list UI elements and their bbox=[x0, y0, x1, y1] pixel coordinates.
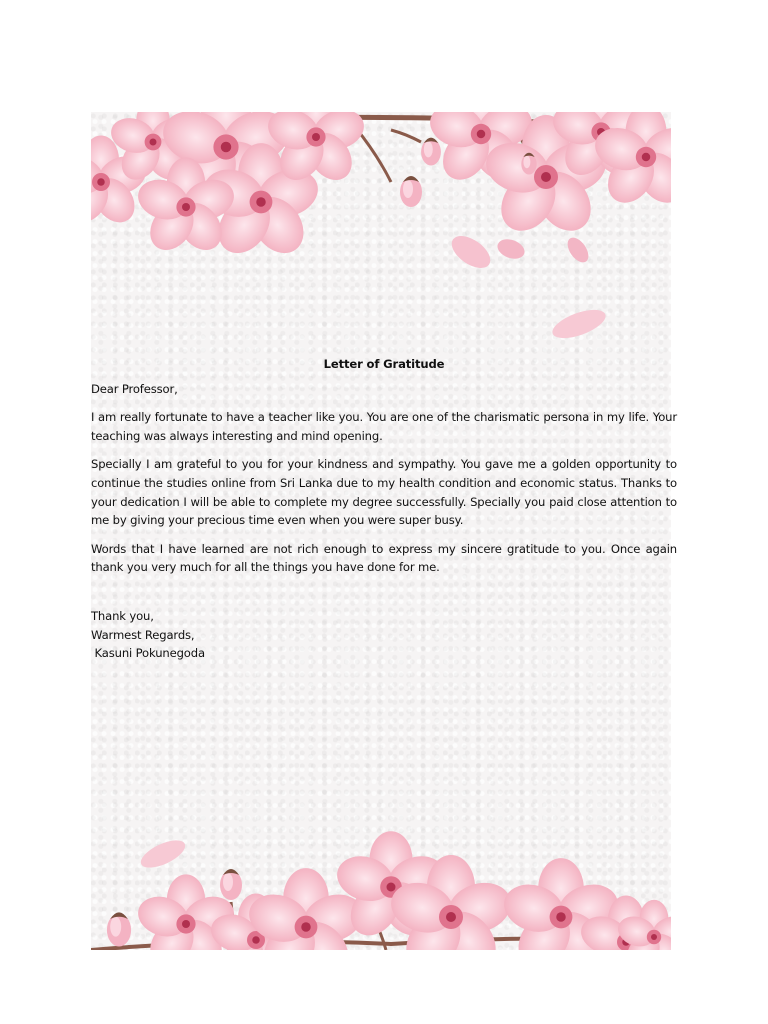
paragraph-3: Words that I have learned are not rich enough to express my sincere gratitude to you. Once again thank you very much for all the things you have done for me. bbox=[91, 541, 677, 575]
salutation: Dear Professor, bbox=[91, 381, 178, 396]
signature-name: Kasuni Pokunegoda bbox=[91, 646, 205, 661]
closing-regards: Warmest Regards, bbox=[91, 627, 195, 642]
closing-block bbox=[91, 607, 677, 663]
paragraph-1: I am really fortunate to have a teacher like you. You are one of the charismatic persona in my life. Your teaching was always interesting and mind opening. bbox=[91, 410, 677, 443]
closing-thanks: Thank you, bbox=[91, 608, 154, 623]
paragraph-2: Specially I am grateful to you for your kindness and sympathy. You gave me a golden opportunity to continue the studies online from Sri Lanka due to my health condition and economic status. Thanks to your dedication I will be able to complete my degree successfully. Specially you paid close attention to me by giving your precious time even when you were super busy. bbox=[91, 457, 677, 528]
letter-title: Letter of Gratitude bbox=[323, 357, 445, 371]
letter-body bbox=[91, 355, 677, 663]
